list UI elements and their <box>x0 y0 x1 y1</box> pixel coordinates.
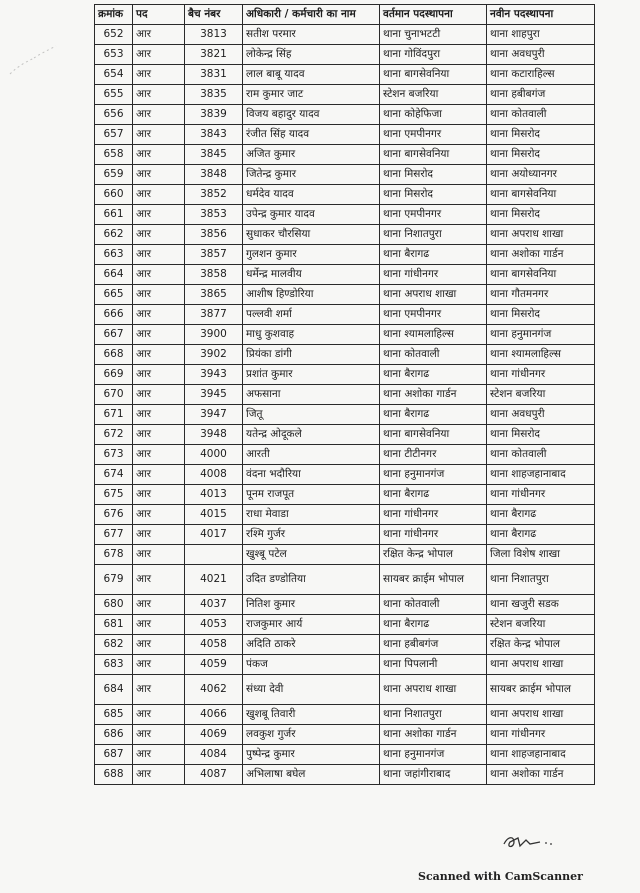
cell-name: अदिति ठाकरे <box>243 635 380 655</box>
cell-new-posting: थाना शाहजहानाबाद <box>487 745 595 765</box>
cell-batch: 4008 <box>185 465 243 485</box>
cell-sno: 681 <box>95 615 133 635</box>
table-row <box>95 125 595 145</box>
cell-current-posting: थाना कोतवाली <box>380 595 487 615</box>
cell-current-posting: थाना हनुमानगंज <box>380 745 487 765</box>
cell-batch: 3835 <box>185 85 243 105</box>
cell-new-posting: थाना अपराध शाखा <box>487 225 595 245</box>
cell-post: आर <box>133 365 185 385</box>
cell-current-posting: थाना गांधीनगर <box>380 265 487 285</box>
cell-new-posting: थाना बैरागढ <box>487 525 595 545</box>
table-row <box>95 285 595 305</box>
table-row <box>95 745 595 765</box>
table-row <box>95 105 595 125</box>
cell-post: आर <box>133 25 185 45</box>
cell-post: आर <box>133 745 185 765</box>
cell-sno: 664 <box>95 265 133 285</box>
cell-new-posting: रक्षित केन्द्र भोपाल <box>487 635 595 655</box>
cell-post: आर <box>133 705 185 725</box>
cell-sno: 655 <box>95 85 133 105</box>
cell-current-posting: थाना गांधीनगर <box>380 505 487 525</box>
cell-name: रश्मि गुर्जर <box>243 525 380 545</box>
table-row <box>95 675 595 705</box>
cell-new-posting: थाना बैरागढ <box>487 505 595 525</box>
cell-new-posting: थाना मिसरोद <box>487 305 595 325</box>
cell-sno: 686 <box>95 725 133 745</box>
cell-new-posting: थाना अयोध्यानगर <box>487 165 595 185</box>
cell-current-posting: थाना अपराध शाखा <box>380 285 487 305</box>
cell-name: धर्मेन्द्र मालवीय <box>243 265 380 285</box>
cell-name: यतेन्द्र ओदूकले <box>243 425 380 445</box>
header-current-posting: वर्तमान पदस्थापना <box>380 5 487 25</box>
cell-post: आर <box>133 345 185 365</box>
cell-current-posting: थाना मिसरोद <box>380 165 487 185</box>
cell-sno: 656 <box>95 105 133 125</box>
cell-name: पूनम राजपूत <box>243 485 380 505</box>
cell-sno: 687 <box>95 745 133 765</box>
header-name: अधिकारी / कर्मचारी का नाम <box>243 5 380 25</box>
cell-batch: 4037 <box>185 595 243 615</box>
cell-sno: 677 <box>95 525 133 545</box>
cell-post: आर <box>133 765 185 785</box>
cell-current-posting: थाना बागसेवनिया <box>380 65 487 85</box>
cell-new-posting: थाना गांधीनगर <box>487 365 595 385</box>
cell-current-posting: थाना चुनाभटटी <box>380 25 487 45</box>
cell-batch: 3852 <box>185 185 243 205</box>
cell-new-posting: थाना बागसेवनिया <box>487 265 595 285</box>
cell-name: पल्लवी शर्मा <box>243 305 380 325</box>
table-header-row <box>95 5 595 25</box>
table-row <box>95 465 595 485</box>
cell-new-posting: थाना मिसरोद <box>487 425 595 445</box>
cell-name: सुधाकर चौरसिया <box>243 225 380 245</box>
cell-new-posting: थाना गांधीनगर <box>487 725 595 745</box>
cell-current-posting: थाना बागसेवनिया <box>380 145 487 165</box>
cell-current-posting: थाना हबीबगंज <box>380 635 487 655</box>
cell-post: आर <box>133 405 185 425</box>
cell-current-posting: थाना अशोका गार्डन <box>380 725 487 745</box>
cell-current-posting: थाना अशोका गार्डन <box>380 385 487 405</box>
cell-sno: 667 <box>95 325 133 345</box>
cell-post: आर <box>133 595 185 615</box>
cell-name: नितिश कुमार <box>243 595 380 615</box>
cell-sno: 679 <box>95 565 133 595</box>
cell-batch: 4062 <box>185 675 243 705</box>
table-row <box>95 615 595 635</box>
cell-batch: 4084 <box>185 745 243 765</box>
cell-sno: 653 <box>95 45 133 65</box>
cell-post: आर <box>133 185 185 205</box>
cell-batch: 3821 <box>185 45 243 65</box>
cell-batch: 3839 <box>185 105 243 125</box>
cell-post: आर <box>133 125 185 145</box>
cell-post: आर <box>133 655 185 675</box>
cell-sno: 659 <box>95 165 133 185</box>
cell-post: आर <box>133 565 185 595</box>
table-row <box>95 765 595 785</box>
table-row <box>95 325 595 345</box>
table-row <box>95 365 595 385</box>
table-row <box>95 545 595 565</box>
cell-post: आर <box>133 85 185 105</box>
cell-new-posting: थाना गौतमनगर <box>487 285 595 305</box>
cell-post: आर <box>133 105 185 125</box>
cell-new-posting: थाना निशातपुरा <box>487 565 595 595</box>
cell-name: जितू <box>243 405 380 425</box>
cell-batch: 4087 <box>185 765 243 785</box>
cell-post: आर <box>133 465 185 485</box>
cell-post: आर <box>133 525 185 545</box>
cell-current-posting: थाना कोहेफिजा <box>380 105 487 125</box>
cell-batch: 3813 <box>185 25 243 45</box>
cell-post: आर <box>133 545 185 565</box>
cell-sno: 668 <box>95 345 133 365</box>
cell-post: आर <box>133 725 185 745</box>
cell-current-posting: थाना कोतवाली <box>380 345 487 365</box>
cell-new-posting: थाना अशोका गार्डन <box>487 245 595 265</box>
cell-batch: 4058 <box>185 635 243 655</box>
cell-name: खुशबू तिवारी <box>243 705 380 725</box>
cell-name: माधु कुशवाह <box>243 325 380 345</box>
cell-sno: 661 <box>95 205 133 225</box>
cell-sno: 672 <box>95 425 133 445</box>
cell-sno: 685 <box>95 705 133 725</box>
cell-sno: 663 <box>95 245 133 265</box>
cell-new-posting: स्टेशन बजरिया <box>487 615 595 635</box>
cell-sno: 658 <box>95 145 133 165</box>
table-row <box>95 305 595 325</box>
cell-name: धर्मदेव यादव <box>243 185 380 205</box>
cell-sno: 682 <box>95 635 133 655</box>
cell-current-posting: थाना बैरागढ <box>380 485 487 505</box>
cell-post: आर <box>133 205 185 225</box>
cell-batch: 4015 <box>185 505 243 525</box>
cell-current-posting: रक्षित केन्द्र भोपाल <box>380 545 487 565</box>
table-row <box>95 525 595 545</box>
cell-new-posting: थाना श्यामलाहिल्स <box>487 345 595 365</box>
cell-name: प्रियंका डांगी <box>243 345 380 365</box>
cell-batch: 4017 <box>185 525 243 545</box>
cell-post: आर <box>133 385 185 405</box>
cell-sno: 660 <box>95 185 133 205</box>
cell-current-posting: थाना निशातपुरा <box>380 705 487 725</box>
cell-post: आर <box>133 165 185 185</box>
header-sno: क्रमांक <box>95 5 133 25</box>
cell-batch: 4000 <box>185 445 243 465</box>
cell-name: खुश्बू पटेल <box>243 545 380 565</box>
cell-current-posting: थाना गांधीनगर <box>380 525 487 545</box>
cell-sno: 665 <box>95 285 133 305</box>
cell-batch: 3845 <box>185 145 243 165</box>
cell-name: विजय बहादुर यादव <box>243 105 380 125</box>
cell-post: आर <box>133 145 185 165</box>
cell-batch: 3945 <box>185 385 243 405</box>
cell-current-posting: थाना बैरागढ <box>380 365 487 385</box>
header-batch: बैच नंबर <box>185 5 243 25</box>
table-row <box>95 245 595 265</box>
header-post: पद <box>133 5 185 25</box>
table-row <box>95 505 595 525</box>
cell-sno: 669 <box>95 365 133 385</box>
cell-batch: 3943 <box>185 365 243 385</box>
table-row <box>95 345 595 365</box>
cell-sno: 683 <box>95 655 133 675</box>
cell-batch: 4066 <box>185 705 243 725</box>
cell-sno: 662 <box>95 225 133 245</box>
table-row <box>95 225 595 245</box>
cell-batch: 3831 <box>185 65 243 85</box>
cell-new-posting: थाना मिसरोद <box>487 125 595 145</box>
cell-current-posting: थाना अपराध शाखा <box>380 675 487 705</box>
table-row <box>95 265 595 285</box>
cell-current-posting: थाना श्यामलाहिल्स <box>380 325 487 345</box>
cell-name: वंदना भदौरिया <box>243 465 380 485</box>
cell-post: आर <box>133 285 185 305</box>
cell-batch: 3948 <box>185 425 243 445</box>
table-body <box>95 25 595 785</box>
cell-sno: 674 <box>95 465 133 485</box>
table-row <box>95 655 595 675</box>
table-row <box>95 485 595 505</box>
cell-name: राजकुमार आर्य <box>243 615 380 635</box>
cell-new-posting: थाना अशोका गार्डन <box>487 765 595 785</box>
cell-name: सतीश परमार <box>243 25 380 45</box>
cell-new-posting: थाना बागसेवनिया <box>487 185 595 205</box>
cell-batch: 4021 <box>185 565 243 595</box>
cell-current-posting: थाना गोविंदपुरा <box>380 45 487 65</box>
table-row <box>95 725 595 745</box>
cell-post: आर <box>133 635 185 655</box>
table-row <box>95 565 595 595</box>
cell-batch: 3853 <box>185 205 243 225</box>
cell-current-posting: थाना बैरागढ <box>380 615 487 635</box>
header-new-posting: नवीन पदस्थापना <box>487 5 595 25</box>
cell-new-posting: थाना हबीबगंज <box>487 85 595 105</box>
table-row <box>95 205 595 225</box>
cell-current-posting: थाना एमपीनगर <box>380 125 487 145</box>
signature-mark <box>500 830 560 852</box>
cell-sno: 684 <box>95 675 133 705</box>
cell-sno: 676 <box>95 505 133 525</box>
cell-new-posting: थाना गांधीनगर <box>487 485 595 505</box>
cell-name: उपेन्द्र कुमार यादव <box>243 205 380 225</box>
cell-current-posting: थाना मिसरोद <box>380 185 487 205</box>
cell-new-posting: थाना शाहजहानाबाद <box>487 465 595 485</box>
cell-name: पंकज <box>243 655 380 675</box>
cell-current-posting: थाना एमपीनगर <box>380 305 487 325</box>
cell-name: संध्या देवी <box>243 675 380 705</box>
cell-current-posting: थाना बागसेवनिया <box>380 425 487 445</box>
cell-batch: 3877 <box>185 305 243 325</box>
cell-post: आर <box>133 485 185 505</box>
cell-batch: 3856 <box>185 225 243 245</box>
cell-new-posting: थाना अवधपुरी <box>487 45 595 65</box>
cell-post: आर <box>133 505 185 525</box>
cell-post: आर <box>133 65 185 85</box>
cell-batch: 4053 <box>185 615 243 635</box>
margin-scribble <box>4 40 64 80</box>
cell-batch: 4069 <box>185 725 243 745</box>
cell-batch: 3843 <box>185 125 243 145</box>
cell-batch: 3858 <box>185 265 243 285</box>
cell-post: आर <box>133 615 185 635</box>
cell-current-posting: थाना बैरागढ <box>380 245 487 265</box>
cell-batch: 3857 <box>185 245 243 265</box>
cell-post: आर <box>133 425 185 445</box>
cell-new-posting: थाना अपराध शाखा <box>487 655 595 675</box>
transfer-list-sheet <box>94 4 594 785</box>
cell-batch: 3947 <box>185 405 243 425</box>
cell-current-posting: स्टेशन बजरिया <box>380 85 487 105</box>
cell-name: राम कुमार जाट <box>243 85 380 105</box>
cell-current-posting: थाना जहांगीराबाद <box>380 765 487 785</box>
cell-sno: 666 <box>95 305 133 325</box>
cell-new-posting: थाना कटाराहिल्स <box>487 65 595 85</box>
table-row <box>95 405 595 425</box>
cell-post: आर <box>133 45 185 65</box>
cell-post: आर <box>133 245 185 265</box>
cell-name: पुष्पेन्द्र कुमार <box>243 745 380 765</box>
cell-sno: 688 <box>95 765 133 785</box>
cell-new-posting: थाना कोतवाली <box>487 445 595 465</box>
cell-batch: 4013 <box>185 485 243 505</box>
cell-name: अभिलाषा बघेल <box>243 765 380 785</box>
cell-new-posting: सायबर क्राईम भोपाल <box>487 675 595 705</box>
cell-new-posting: थाना हनुमानगंज <box>487 325 595 345</box>
cell-current-posting: सायबर क्राईम भोपाल <box>380 565 487 595</box>
cell-new-posting: थाना शाहपुरा <box>487 25 595 45</box>
table-row <box>95 425 595 445</box>
cell-name: प्रशांत कुमार <box>243 365 380 385</box>
table-row <box>95 595 595 615</box>
table-row <box>95 445 595 465</box>
transfer-table <box>94 4 595 785</box>
cell-name: लवकुश गुर्जर <box>243 725 380 745</box>
cell-batch <box>185 545 243 565</box>
cell-new-posting: थाना अपराध शाखा <box>487 705 595 725</box>
cell-name: गुलशन कुमार <box>243 245 380 265</box>
cell-current-posting: थाना एमपीनगर <box>380 205 487 225</box>
cell-post: आर <box>133 305 185 325</box>
table-row <box>95 165 595 185</box>
cell-new-posting: थाना खजुरी सडक <box>487 595 595 615</box>
scanner-watermark: Scanned with CamScanner <box>418 870 583 883</box>
cell-new-posting: थाना अवधपुरी <box>487 405 595 425</box>
cell-current-posting: थाना निशातपुरा <box>380 225 487 245</box>
cell-current-posting: थाना बैरागढ <box>380 405 487 425</box>
cell-batch: 3902 <box>185 345 243 365</box>
cell-sno: 673 <box>95 445 133 465</box>
cell-batch: 3900 <box>185 325 243 345</box>
table-row <box>95 385 595 405</box>
cell-post: आर <box>133 325 185 345</box>
cell-sno: 675 <box>95 485 133 505</box>
cell-name: लोकेन्द्र सिंह <box>243 45 380 65</box>
cell-current-posting: थाना हनुमानगंज <box>380 465 487 485</box>
cell-sno: 680 <box>95 595 133 615</box>
table-row <box>95 185 595 205</box>
table-row <box>95 25 595 45</box>
cell-current-posting: थाना पिपलानी <box>380 655 487 675</box>
cell-sno: 654 <box>95 65 133 85</box>
cell-new-posting: स्टेशन बजरिया <box>487 385 595 405</box>
cell-sno: 657 <box>95 125 133 145</box>
cell-name: जितेन्द्र कुमार <box>243 165 380 185</box>
table-row <box>95 635 595 655</box>
cell-post: आर <box>133 445 185 465</box>
cell-name: लाल बाबू यादव <box>243 65 380 85</box>
cell-new-posting: थाना मिसरोद <box>487 145 595 165</box>
cell-sno: 670 <box>95 385 133 405</box>
cell-sno: 671 <box>95 405 133 425</box>
cell-name: राधा मेवाडा <box>243 505 380 525</box>
table-row <box>95 45 595 65</box>
cell-name: उदित डण्डोतिया <box>243 565 380 595</box>
cell-name: अफसाना <box>243 385 380 405</box>
cell-name: अजित कुमार <box>243 145 380 165</box>
table-row <box>95 85 595 105</box>
cell-batch: 3848 <box>185 165 243 185</box>
cell-current-posting: थाना टीटीनगर <box>380 445 487 465</box>
cell-new-posting: थाना कोतवाली <box>487 105 595 125</box>
cell-sno: 678 <box>95 545 133 565</box>
cell-name: रंजीत सिंह यादव <box>243 125 380 145</box>
cell-batch: 4059 <box>185 655 243 675</box>
cell-new-posting: जिला विशेष शाखा <box>487 545 595 565</box>
cell-sno: 652 <box>95 25 133 45</box>
cell-new-posting: थाना मिसरोद <box>487 205 595 225</box>
cell-post: आर <box>133 265 185 285</box>
cell-name: आशीष हिण्डोरिया <box>243 285 380 305</box>
table-row <box>95 65 595 85</box>
cell-name: आरती <box>243 445 380 465</box>
cell-batch: 3865 <box>185 285 243 305</box>
cell-post: आर <box>133 225 185 245</box>
table-row <box>95 145 595 165</box>
cell-post: आर <box>133 675 185 705</box>
table-row <box>95 705 595 725</box>
